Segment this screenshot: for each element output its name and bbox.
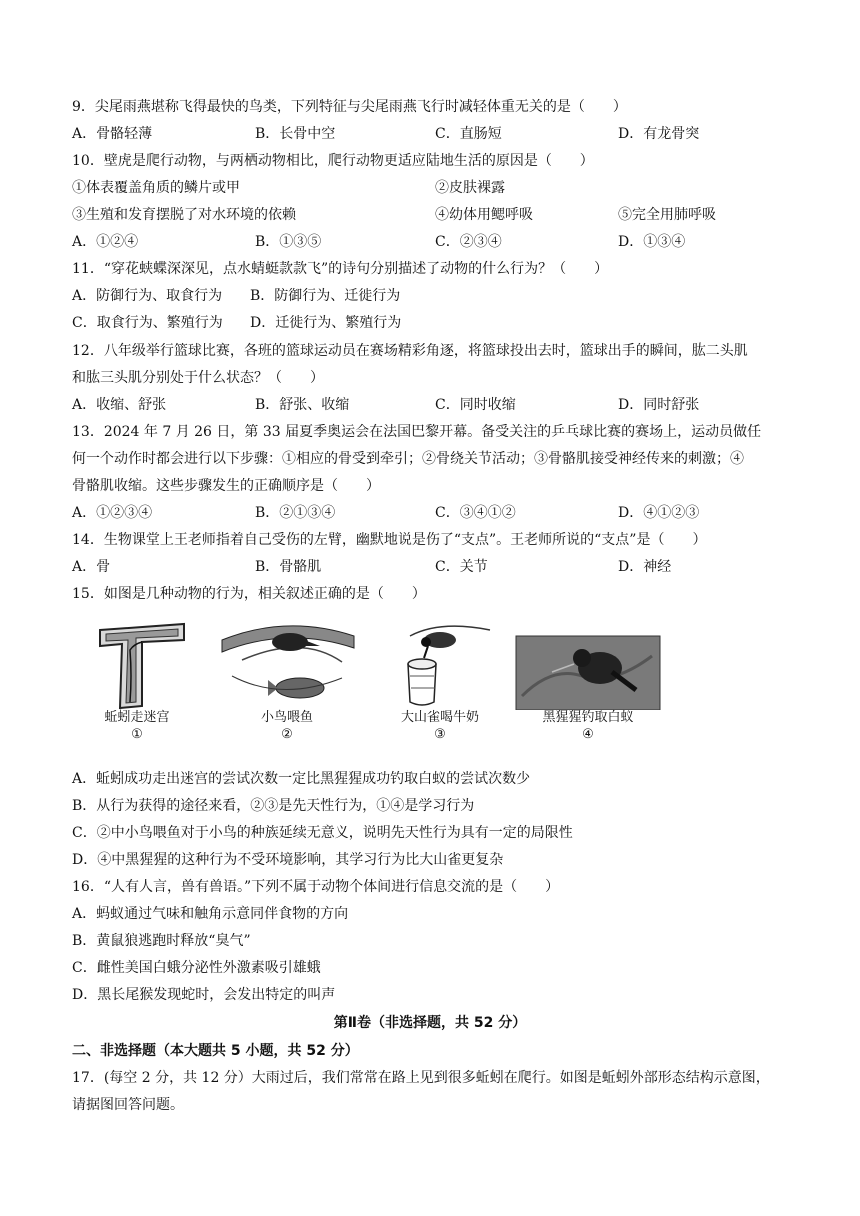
q13-option-a: A．①②③④ <box>72 505 153 521</box>
q9-option-a: A．骨骼轻薄 <box>72 126 153 142</box>
figure-4-caption: 黑猩猩钓取白蚁 <box>542 710 634 725</box>
q12-option-d: D．同时舒张 <box>618 397 700 413</box>
q14-options <box>72 556 802 578</box>
q10-statement-5: ⑤完全用肺呼吸 <box>618 207 716 223</box>
q12-stem-line1: 12．八年级举行篮球比赛，各班的篮球运动员在赛场精彩角逐，将篮球投出去时，篮球出手的瞬间，肱二头肌 <box>72 343 748 359</box>
q10-statement-2: ②皮肤裸露 <box>435 180 505 196</box>
q14-option-d: D．神经 <box>618 559 672 575</box>
q17-stem-line1: 17．(每空 2 分，共 12 分）大雨过后，我们常常在路上见到很多蚯蚓在爬行。如图是蚯蚓外部形态结构示意图， <box>72 1070 770 1086</box>
q15-option-b: B．从行为获得的途径来看，②③是先天性行为，①④是学习行为 <box>72 798 475 814</box>
q11-options-row1 <box>72 285 802 307</box>
q10-option-d: D．①③④ <box>618 234 686 250</box>
q10-statements-row2 <box>72 204 802 226</box>
q15-stem: 15．如图是几种动物的行为，相关叙述正确的是（ ） <box>72 586 426 602</box>
q16-option-a: A．蚂蚁通过气味和触角示意同伴食物的方向 <box>72 906 349 922</box>
bird-fish-illustration <box>212 606 362 710</box>
q16-option-d: D．黑长尾猴发现蛇时，会发出特定的叫声 <box>72 987 336 1003</box>
q14-option-a: A．骨 <box>72 559 111 575</box>
section-2-title: 第Ⅱ卷（非选择题，共 52 分） <box>333 1015 527 1031</box>
q9-option-c: C．直肠短 <box>435 126 502 142</box>
q13-stem-line3: 骨骼肌收缩。这些步骤发生的正确顺序是（ ） <box>72 478 380 494</box>
q10-statement-3: ③生殖和发育摆脱了对水环境的依赖 <box>72 207 296 223</box>
chimp-termites-illustration <box>512 606 664 710</box>
q9-options <box>72 123 802 145</box>
q11-option-b: B．防御行为、迁徙行为 <box>250 288 401 304</box>
q10-option-c: C．②③④ <box>435 234 502 250</box>
q16-option-b: B．黄鼠狼逃跑时释放“臭气” <box>72 933 251 949</box>
q16-option-c: C．雌性美国白蛾分泌性外激素吸引雄蛾 <box>72 960 321 976</box>
q10-statement-1: ①体表覆盖角质的鳞片或甲 <box>72 180 240 196</box>
q13-option-c: C．③④①② <box>435 505 516 521</box>
q17-stem-line2: 请据图回答问题。 <box>72 1097 184 1113</box>
q10-statements-row1 <box>72 177 802 199</box>
figure-1-caption: 蚯蚓走迷宫 <box>104 710 170 725</box>
q12-option-b: B．舒张、收缩 <box>255 397 350 413</box>
q14-stem: 14．生物课堂上王老师指着自己受伤的左臂，幽默地说是伤了“支点”。王老师所说的“支点”是（ ） <box>72 532 707 548</box>
figure-tit-milk <box>380 606 500 756</box>
q14-option-c: C．关节 <box>435 559 488 575</box>
section-2-heading: 二、非选择题（本大题共 5 小题，共 52 分） <box>72 1043 359 1059</box>
q13-stem-line1: 13．2024 年 7 月 26 日，第 33 届夏季奥运会在法国巴黎开幕。备受关注的乒乓球比赛的赛场上，运动员做任 <box>72 424 762 440</box>
tit-milk-illustration <box>380 606 500 710</box>
figure-3-caption: 大山雀喝牛奶 <box>400 710 479 725</box>
q9-option-d: D．有龙骨突 <box>618 126 700 142</box>
q14-option-b: B．骨骼肌 <box>255 559 322 575</box>
figure-1-number: ① <box>131 727 143 742</box>
q13-option-b: B．②①③④ <box>255 505 336 521</box>
q11-option-d: D．迁徙行为、繁殖行为 <box>250 315 402 331</box>
figure-earthworm-maze <box>72 606 202 756</box>
q11-option-c: C．取食行为、繁殖行为 <box>72 315 223 331</box>
q15-option-a: A．蚯蚓成功走出迷宫的尝试次数一定比黑猩猩成功钓取白蚁的尝试次数少 <box>72 771 531 787</box>
q15-option-d: D．④中黑猩猩的这种行为不受环境影响，其学习行为比大山雀更复杂 <box>72 852 504 868</box>
q12-option-c: C．同时收缩 <box>435 397 516 413</box>
figure-3-number: ③ <box>434 727 446 742</box>
q9-option-b: B．长骨中空 <box>255 126 336 142</box>
q12-stem-line2: 和肱三头肌分别处于什么状态？（ ） <box>72 370 324 386</box>
figure-2-caption: 小鸟喂鱼 <box>260 710 313 725</box>
q10-stem: 10．壁虎是爬行动物，与两栖动物相比，爬行动物更适应陆地生活的原因是（ ） <box>72 153 594 169</box>
figure-2-number: ② <box>281 727 293 742</box>
q13-option-d: D．④①②③ <box>618 505 700 521</box>
figure-bird-fish <box>212 606 362 756</box>
figure-chimp-termites <box>512 606 664 756</box>
q15-figure <box>72 606 672 756</box>
q12-options <box>72 394 802 416</box>
q13-stem-line2: 何一个动作时都会进行以下步骤：①相应的骨受到牵引；②骨绕关节活动；③骨骼肌接受神经传来的刺激；④ <box>72 451 744 467</box>
q10-option-a: A．①②④ <box>72 234 139 250</box>
q10-options <box>72 231 802 253</box>
maze-illustration <box>72 606 202 710</box>
q15-option-c: C．②中小鸟喂鱼对于小鸟的种族延续无意义，说明先天性行为具有一定的局限性 <box>72 825 573 841</box>
q9-stem: 9．尖尾雨燕堪称飞得最快的鸟类，下列特征与尖尾雨燕飞行时减轻体重无关的是（ ） <box>72 99 627 115</box>
q16-stem: 16．“人有人言，兽有兽语。”下列不属于动物个体间进行信息交流的是（ ） <box>72 879 560 895</box>
q10-option-b: B．①③⑤ <box>255 234 322 250</box>
q12-option-a: A．收缩、舒张 <box>72 397 167 413</box>
figure-4-number: ④ <box>582 727 594 742</box>
q11-option-a: A．防御行为、取食行为 <box>72 288 223 304</box>
q10-statement-4: ④幼体用鳃呼吸 <box>435 207 533 223</box>
q11-stem: 11．“穿花蛱蝶深深见，点水蜻蜓款款飞”的诗句分别描述了动物的什么行为？（ ） <box>72 261 609 277</box>
q13-options <box>72 502 802 524</box>
q11-options-row2 <box>72 312 802 334</box>
